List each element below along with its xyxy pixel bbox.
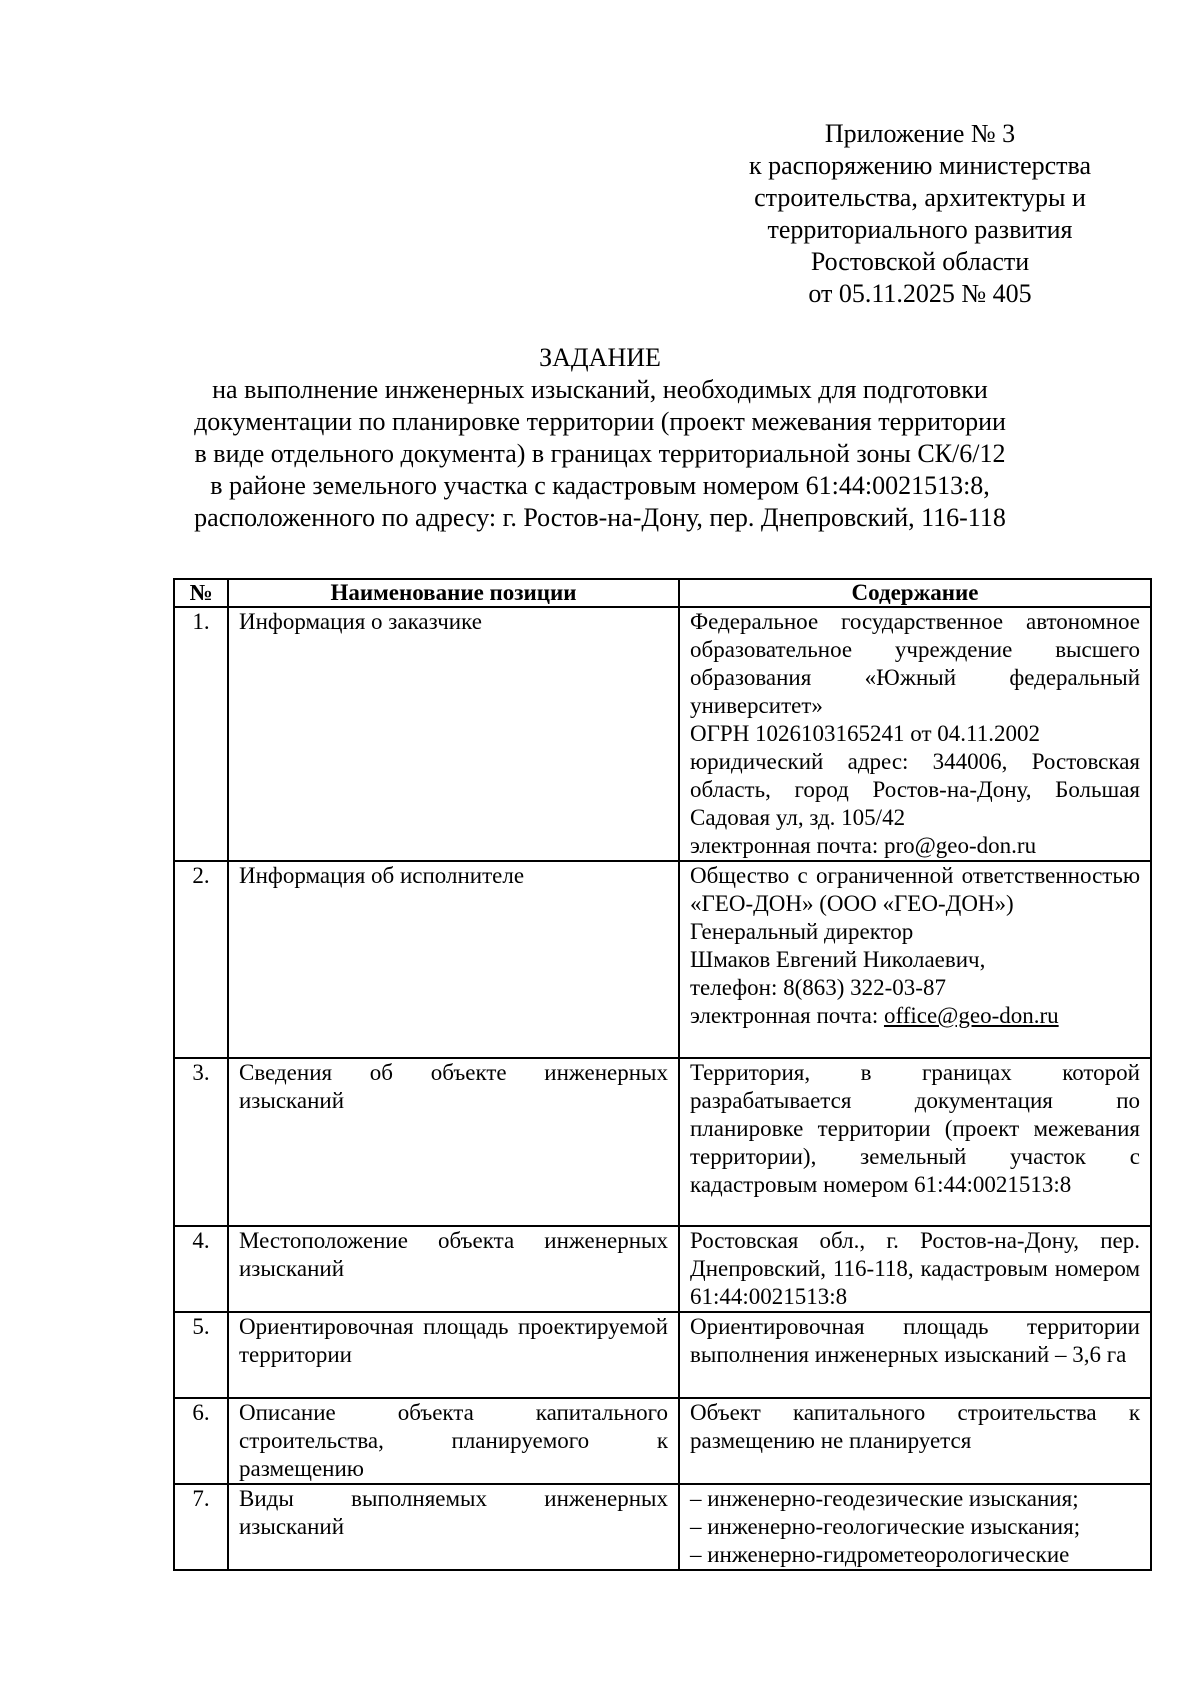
appendix-line: от 05.11.2025 № 405: [808, 279, 1032, 308]
row-number: 6.: [174, 1398, 228, 1484]
row-number: 7.: [174, 1484, 228, 1570]
row-name: Виды выполняемых инженерных изысканий: [228, 1484, 679, 1570]
content-paragraph: телефон: 8(863) 322-03-87: [690, 975, 946, 1000]
heading-line: на выполнение инженерных изысканий, необходимых для подготовки: [212, 375, 988, 404]
email-line: [690, 1002, 1140, 1030]
table-row: [174, 607, 1151, 861]
row-name: Описание объекта капитального строительства, планируемого к размещению: [228, 1398, 679, 1484]
row-name: Сведения об объекте инженерных изысканий: [228, 1058, 679, 1226]
heading-line: документации по планировке территории (проект межевания территории: [194, 407, 1006, 436]
document-title: ЗАДАНИЕ: [539, 343, 661, 372]
row-name: Ориентировочная площадь проектируемой территории: [228, 1312, 679, 1398]
table-row: [174, 1398, 1151, 1484]
row-content: [679, 607, 1151, 861]
appendix-line: территориального развития: [767, 215, 1073, 244]
email-label: электронная почта:: [690, 1003, 884, 1028]
heading-line: в виде отдельного документа) в границах территориальной зоны СК/6/12: [194, 439, 1006, 468]
table-row: [174, 861, 1151, 1058]
table-row: [174, 1484, 1151, 1570]
content-paragraph: юридический адрес: 344006, Ростовская область, город Ростов-на-Дону, Большая Садовая ул, зд. 105/42: [690, 749, 1140, 830]
row-content: Ориентировочная площадь территории выполнения инженерных изысканий – 3,6 га: [679, 1312, 1151, 1398]
content-paragraph: Федеральное государственное автономное образовательное учреждение высшего образования «Южный федеральный университет»: [690, 609, 1140, 718]
appendix-line: Ростовской области: [810, 247, 1030, 276]
row-number: 5.: [174, 1312, 228, 1398]
survey-type-item: – инженерно-геодезические изыскания;: [690, 1486, 1079, 1511]
header-number: №: [174, 579, 228, 607]
row-content: Территория, в границах которой разрабатывается документация по планировке территории (проект межевания территории), земельный участок с кадастровым номером 61:44:0021513:8: [679, 1058, 1151, 1226]
email-link[interactable]: office@geo-don.ru: [883, 1003, 1059, 1028]
row-number: 3.: [174, 1058, 228, 1226]
row-name: Информация об исполнителе: [228, 861, 679, 1058]
content-paragraph: электронная почта: pro@geo-don.ru: [690, 833, 1037, 858]
row-name: Местоположение объекта инженерных изысканий: [228, 1226, 679, 1312]
row-content: [679, 1484, 1151, 1570]
appendix-line: строительства, архитектуры и: [754, 183, 1086, 212]
appendix-line: Приложение № 3: [824, 119, 1016, 148]
row-number: 1.: [174, 607, 228, 861]
content-paragraph: Шмаков Евгений Николаевич,: [690, 947, 986, 972]
content-paragraph: Общество с ограниченной ответственностью «ГЕО-ДОН» (ООО «ГЕО-ДОН»): [690, 863, 1140, 916]
row-number: 2.: [174, 861, 228, 1058]
survey-type-item: – инженерно-гидрометеорологические: [690, 1542, 1070, 1567]
header-position-name: Наименование позиции: [228, 579, 679, 607]
header-content: Содержание: [679, 579, 1151, 607]
table-header-row: [174, 579, 1151, 607]
table-row: [174, 1058, 1151, 1226]
appendix-line: к распоряжению министерства: [748, 151, 1091, 180]
appendix-header: [730, 118, 1110, 310]
task-table: [173, 578, 1152, 1571]
row-content: Ростовская обл., г. Ростов-на-Дону, пер. Днепровский, 116-118, кадастровым номером 61:44:0021513:8: [679, 1226, 1151, 1312]
heading-line: расположенного по адресу: г. Ростов-на-Дону, пер. Днепровский, 116-118: [194, 503, 1006, 532]
row-content: Объект капитального строительства к размещению не планируется: [679, 1398, 1151, 1484]
table-row: [174, 1312, 1151, 1398]
survey-type-item: – инженерно-геологические изыскания;: [690, 1514, 1081, 1539]
row-name: Информация о заказчике: [228, 607, 679, 861]
document-heading: [150, 342, 1050, 534]
content-paragraph: ОГРН 1026103165241 от 04.11.2002: [690, 721, 1040, 746]
table-row: [174, 1226, 1151, 1312]
heading-line: в районе земельного участка с кадастровым номером 61:44:0021513:8,: [210, 471, 990, 500]
row-number: 4.: [174, 1226, 228, 1312]
content-paragraph: Генеральный директор: [690, 919, 914, 944]
row-content: [679, 861, 1151, 1058]
